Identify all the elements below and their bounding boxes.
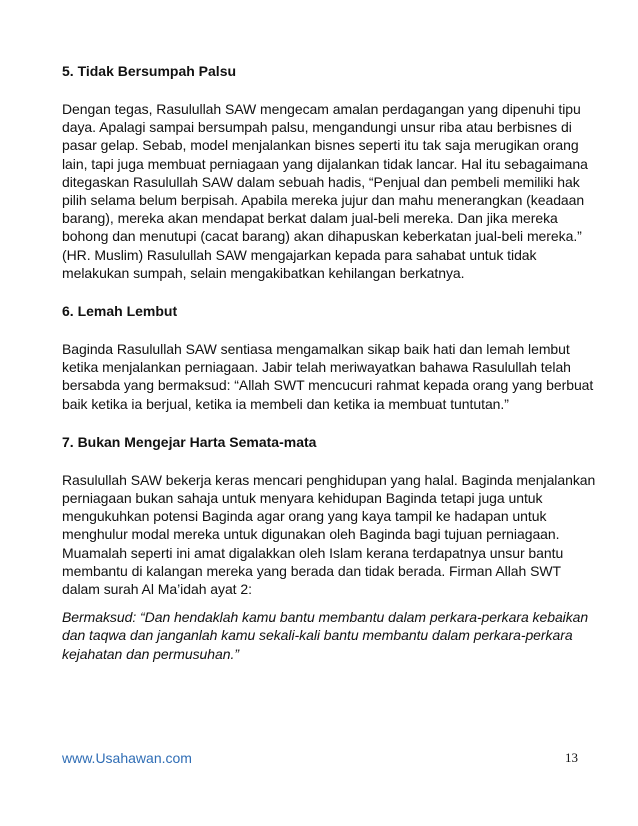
section-heading-7: 7. Bukan Mengejar Harta Semata-mata: [62, 433, 317, 450]
section-paragraph-7: Rasulullah SAW bekerja keras mencari penghidupan yang halal. Baginda menjalankan perniagaan bukan sahaja untuk menyara kehidupan Baginda tetapi juga untuk mengukuhkan potensi Baginda agar orang yang kaya tampil ke hadapan untuk menghulur modal mereka untuk digunakan oleh Baginda bagi tujuan perniagaan. Muamalah seperti ini amat digalakkan oleh Islam kerana terdapatnya unsur bantu membantu di kalangan mereka yang berada dan tidak berada. Firman Allah SWT dalam surah Al Ma’idah ayat 2:: [62, 471, 596, 598]
page-number: 13: [565, 750, 578, 765]
section-heading-6: 6. Lemah Lembut: [62, 303, 178, 320]
section-paragraph-6: Baginda Rasulullah SAW sentiasa mengamalkan sikap baik hati dan lemah lembut ketika menjalankan perniagaan. Jabir telah meriwayatkan bahawa Rasulullah telah bersabda yang bermaksud: “Allah SWT mencucuri rahmat kepada orang yang berbuat baik ketika ia berjual, ketika ia membeli dan ketika ia membuat tuntutan.”: [62, 341, 594, 412]
website-link[interactable]: www.Usahawan.com: [62, 750, 192, 766]
document-page: [62, 62, 602, 663]
section-paragraph-5: Dengan tegas, Rasulullah SAW mengecam amalan perdagangan yang dipenuhi tipu daya. Apalagi sampai bersumpah palsu, mengandungi unsur riba atau berbisnes di pasar gelap. Sebab, model menjalankan bisnes seperti itu tak saja merugikan orang lain, tapi juga membuat perniagaan yang dijalankan tidak lancar. Hal itu sebagaimana ditegaskan Rasulullah SAW dalam sebuah hadis, “Penjual dan pembeli memiliki hak pilih selama belum berpisah. Apabila mereka jujur dan mahu menerangkan (keadaan barang), mereka akan mendapat berkat dalam jual-beli mereka. Dan jika mereka bohong dan menutupi (cacat barang) akan dihapuskan keberkatan jual-beli mereka.” (HR. Muslim) Rasulullah SAW mengajarkan kepada para sahabat untuk tidak melakukan sumpah, selain mengakibatkan kehilangan berkatnya.: [62, 101, 588, 281]
quote-paragraph: Bermaksud: “Dan hendaklah kamu bantu membantu dalam perkara-perkara kebaikan dan taqwa dan janganlah kamu sekali-kali bantu membantu dalam perkara-perkara kejahatan dan permusuhan.”: [62, 609, 589, 662]
section-heading-5: 5. Tidak Bersumpah Palsu: [62, 63, 237, 79]
page-footer: [62, 750, 578, 770]
